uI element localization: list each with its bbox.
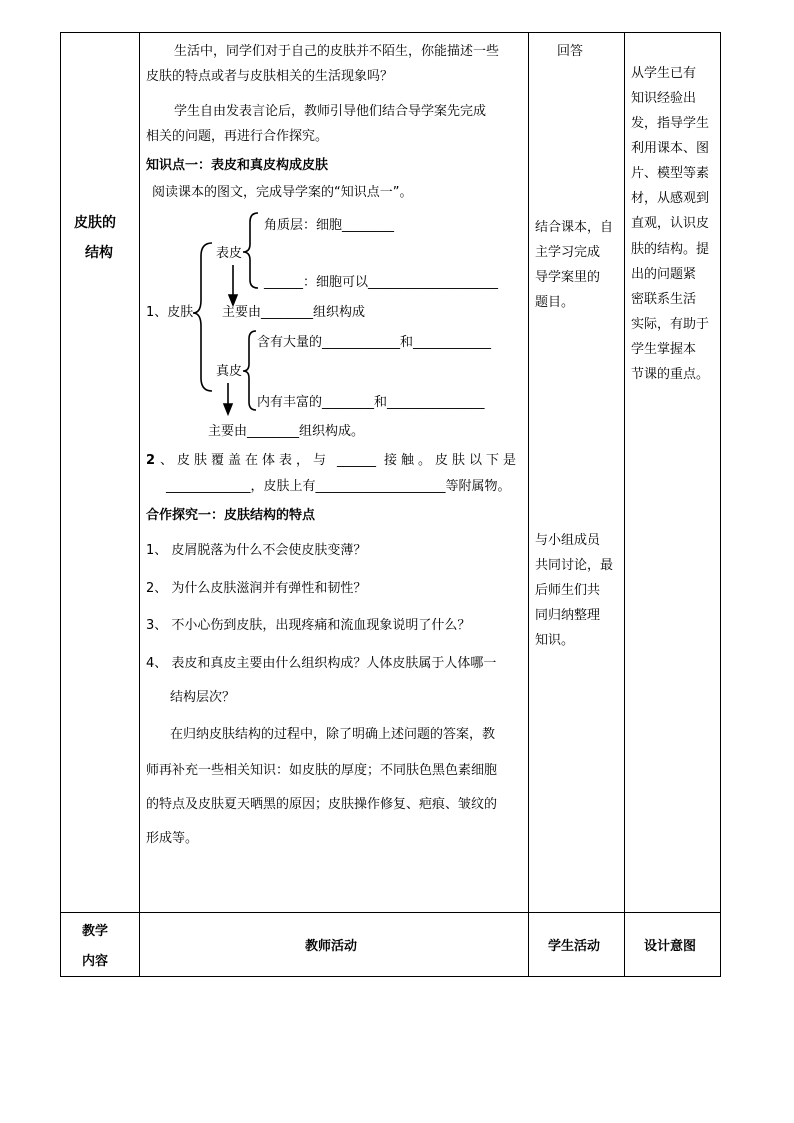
item-2-number: 2 — [146, 453, 156, 468]
table-border-left — [60, 32, 61, 977]
design-intent-line-4: 利用课本、图 — [631, 141, 710, 156]
design-intent-line-9: 出的问题紧 — [631, 267, 697, 282]
table-border-mid — [60, 912, 721, 913]
header-student-activity: 学生活动 — [548, 939, 601, 954]
student-activity-self-study-line-1: 结合课本，自 — [535, 220, 614, 235]
student-activity-discussion-line-5: 知识。 — [535, 633, 575, 648]
epidermis-label: 表皮 — [216, 246, 243, 261]
item-2-blank: ______ — [337, 453, 376, 468]
dermis-label: 真皮 — [216, 364, 243, 379]
table-border-top — [60, 32, 721, 33]
student-activity-discussion-line-1: 与小组成员 — [535, 533, 601, 548]
table-divider-3 — [624, 32, 625, 977]
design-intent-line-6: 材，从感观到 — [631, 191, 710, 206]
guide-paragraph-line-1: 学生自由发表言论后，教师引导他们结合导学案先完成 — [174, 104, 487, 119]
intro-paragraph-line-1: 生活中，同学们对于自己的皮肤并不陌生，你能描述一些 — [174, 44, 500, 59]
section-title-line-1: 皮肤的 — [74, 215, 116, 231]
student-activity-self-study-line-2: 主学习完成 — [535, 245, 601, 260]
header-teaching-content-line-2: 内容 — [82, 954, 109, 969]
student-activity-discussion-line-2: 共同讨论，最 — [535, 558, 614, 573]
dermis-contains-text: 含有大量的____________和____________ — [257, 335, 492, 350]
question-4-line-2: 结构层次？ — [170, 690, 236, 705]
knowledge-point-1-instruction: 阅读课本的图文，完成导学案的“知识点一”。 — [152, 185, 413, 200]
design-intent-line-11: 实际，有助于 — [631, 317, 710, 332]
design-intent-line-10: 密联系生活 — [631, 292, 697, 307]
student-activity-self-study-line-4: 题目。 — [535, 295, 575, 310]
epidermis-tissue-text: 主要由________组织构成 — [222, 305, 366, 320]
table-divider-2 — [528, 32, 529, 977]
summary-paragraph-line-2: 师再补充一些相关知识：如皮肤的厚度；不同肤色黑色素细胞 — [146, 763, 498, 778]
stratum-corneum-text: 角质层：细胞________ — [264, 218, 395, 233]
knowledge-point-1-heading: 知识点一：表皮和真皮构成皮肤 — [146, 158, 329, 173]
student-activity-self-study-line-3: 导学案里的 — [535, 270, 601, 285]
guide-paragraph-line-2: 相关的问题，再进行合作探究。 — [146, 129, 329, 144]
design-intent-line-12: 学生掌握本 — [631, 342, 697, 357]
design-intent-line-5: 片、模型等素 — [631, 166, 710, 181]
item-2-text-a: 、皮肤覆盖在体表，与 — [160, 453, 331, 468]
intro-paragraph-line-2: 皮肤的特点或者与皮肤相关的生活现象吗？ — [146, 69, 394, 84]
section-title-line-2: 结构 — [85, 245, 113, 261]
header-design-intent: 设计意图 — [644, 939, 697, 954]
dermis-rich-text: 内有丰富的________和_______________ — [257, 395, 485, 410]
student-activity-answer: 回答 — [557, 44, 584, 59]
skin-label: 1、皮肤 — [146, 305, 194, 320]
question-1: 1、 皮屑脱落为什么不会使皮肤变薄？ — [146, 543, 367, 558]
cooperative-inquiry-heading: 合作探究一：皮肤结构的特点 — [146, 508, 316, 523]
summary-paragraph-line-3: 的特点及皮肤夏天晒黑的原因；皮肤操作修复、疤痕、皱纹的 — [146, 797, 498, 812]
student-activity-discussion-line-3: 后师生们共 — [535, 583, 601, 598]
dermis-tissue-text: 主要由________组织构成。 — [208, 424, 365, 439]
item-2-text-b: 接触。皮肤以下是 — [384, 453, 521, 468]
summary-paragraph-line-1: 在归纳皮肤结构的过程中，除了明确上述问题的答案，教 — [170, 727, 496, 742]
question-2: 2、 为什么皮肤滋润并有弹性和韧性？ — [146, 581, 367, 596]
design-intent-line-8: 肤的结构。提 — [631, 242, 710, 257]
question-4-line-1: 4、 表皮和真皮主要由什么组织构成？人体皮肤属于人体哪一 — [146, 656, 497, 671]
design-intent-line-2: 知识经验出 — [631, 91, 697, 106]
table-divider-1 — [139, 32, 140, 977]
table-border-bottom — [60, 976, 721, 977]
table-border-right — [720, 32, 721, 977]
design-intent-line-7: 直观，认识皮 — [631, 216, 710, 231]
student-activity-discussion-line-4: 同归纳整理 — [535, 608, 601, 623]
design-intent-line-1: 从学生已有 — [631, 66, 697, 81]
basal-layer-text: ______：细胞可以____________________ — [264, 275, 499, 290]
design-intent-line-3: 发，指导学生 — [631, 116, 710, 131]
question-3: 3、 不小心伤到皮肤，出现疼痛和流血现象说明了什么？ — [146, 618, 471, 633]
summary-paragraph-line-4: 形成等。 — [146, 831, 199, 846]
design-intent-line-13: 节课的重点。 — [631, 367, 710, 382]
header-teacher-activity: 教师活动 — [305, 939, 358, 954]
item-2-line-2: _____________，皮肤上有____________________等附属物。 — [166, 479, 511, 494]
header-teaching-content-line-1: 教学 — [82, 924, 109, 939]
